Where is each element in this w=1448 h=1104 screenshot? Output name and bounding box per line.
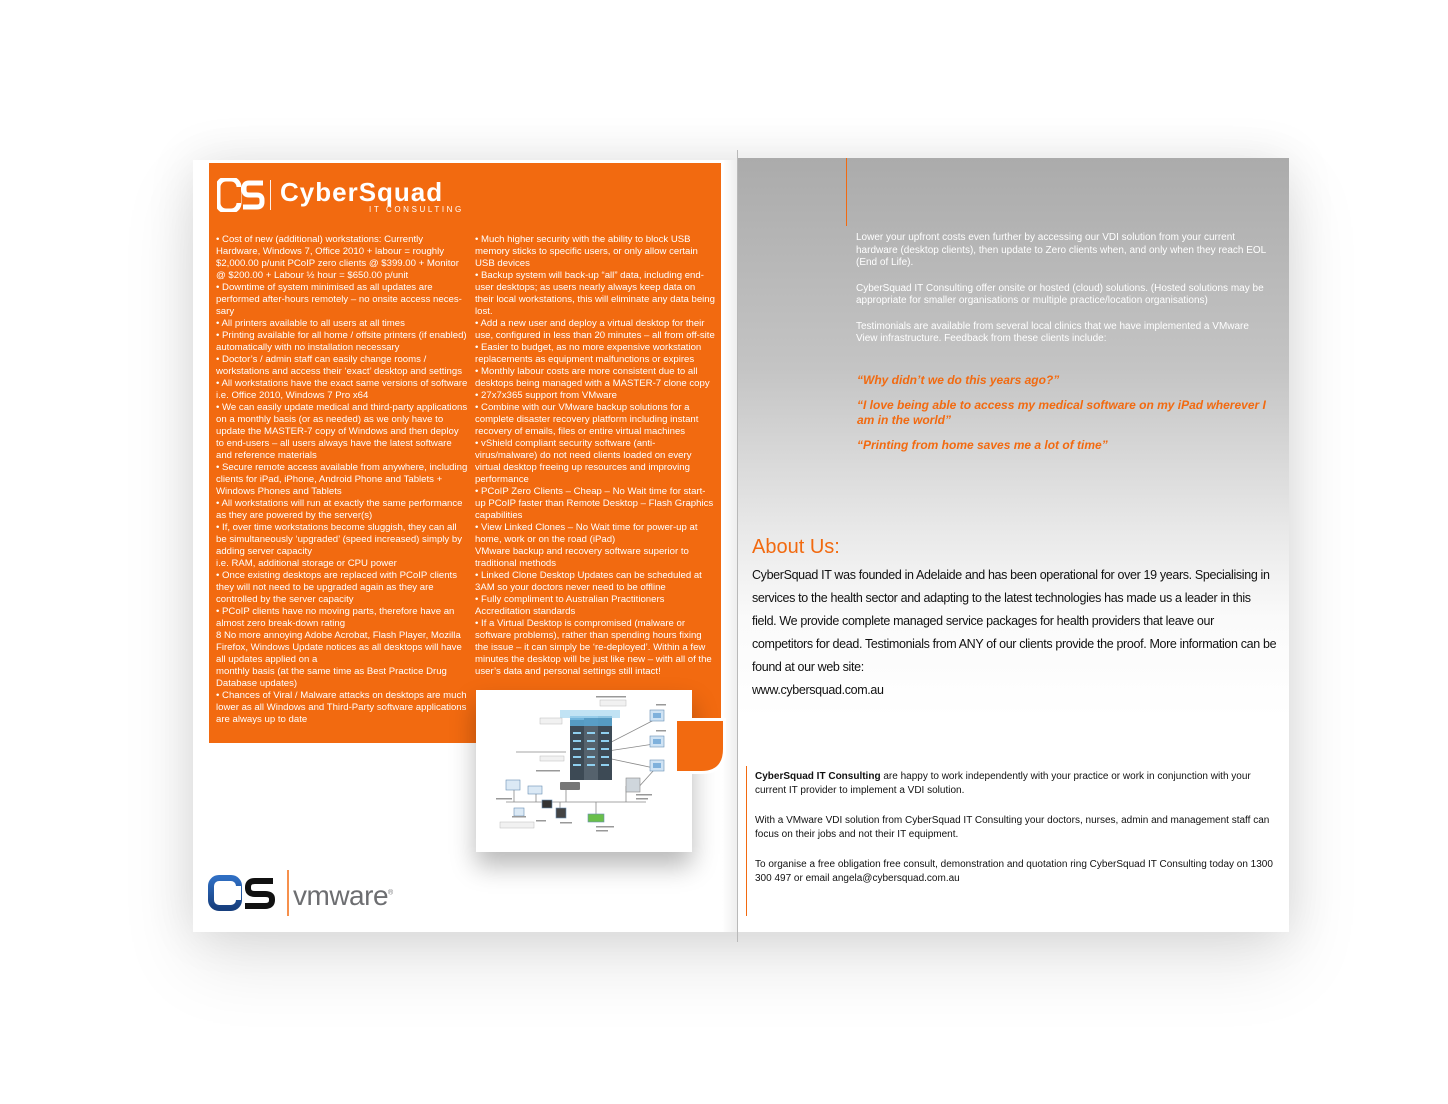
intro-paragraph: Testimonials are available from several local clinics that we have implemented a VMware View infrastructure. Feedback from these clients include: bbox=[856, 320, 1249, 344]
feature-item: • Much higher security with the ability to block USB memory sticks to specific users, or only allow certain USB devices bbox=[475, 234, 698, 269]
feature-item: • We can easily update medical and third-party applications on a monthly basis (or as needed) as we only have to update the MASTER-7 copy of Windows and then deploy to end-users – all users always have the latest software and reference materials bbox=[216, 402, 468, 461]
about-body bbox=[752, 564, 1277, 702]
feature-item: • If a Virtual Desktop is compromised (malware or software problems), rather than spending hours fixing the issue – it can simply be ‘re-deployed’. Within a few minutes the desktop will be just like new – with all of the user’s data and personal settings still intact! bbox=[475, 618, 712, 677]
testimonial-quote: “Printing from home saves me a lot of time” bbox=[857, 438, 1108, 452]
feature-item: • Linked Clone Desktop Updates can be scheduled at 3AM so your doctors never need to be offline bbox=[475, 570, 702, 593]
feature-item: • Combine with our VMware backup solutions for a complete disaster recovery platform including instant recovery of emails, files or entire virtual machines bbox=[475, 402, 699, 437]
feature-item: • Fully compliment to Australian Practitioners Accreditation standards bbox=[475, 594, 665, 617]
feature-item: • Printing available for all home / offsite printers (if enabled) automatically with no installation necessary bbox=[216, 330, 467, 353]
intro-paragraph: Lower your upfront costs even further by accessing our VDI solution from your current hardware (desktop clients), then update to Zero clients when, and only when they reach EOL (End of Life). bbox=[856, 232, 1266, 268]
orange-accent-line bbox=[846, 158, 847, 226]
feature-item: • vShield compliant security software (anti-virus/malware) do not need clients loaded on every virtual desktop freeing up resources and improving performance bbox=[475, 438, 692, 485]
intro-paragraph: CyberSquad IT Consulting offer onsite or hosted (cloud) solutions. (Hosted solutions may be appropriate for smaller organisations or multiple practice/location organisations) bbox=[856, 282, 1264, 306]
feature-item: • Once existing desktops are replaced with PCoIP clients they will not need to be upgraded again as they are controlled by the server capacity bbox=[216, 570, 458, 605]
feature-item: • Chances of Viral / Malware attacks on desktops are much lower as all Windows and Third-Party software applications are always up to date bbox=[216, 690, 467, 725]
website-link[interactable]: www.cybersquad.com.au bbox=[752, 683, 884, 697]
feature-item: • Downtime of system minimised as all updates are performed after-hours remotely – no onsite access neces-sary bbox=[216, 282, 462, 317]
contact-paragraph bbox=[755, 770, 1275, 798]
vmware-registered-mark: ® bbox=[388, 889, 393, 897]
feature-item: • PCoIP Zero Clients – Cheap – No Wait time for start-up PCoIP faster than Remote Desktop – Flash Graphics capabilities bbox=[475, 486, 714, 521]
contact-text: are happy to work independently with your practice or work in conjunction with your current IT provider to implement a VDI solution. bbox=[755, 771, 1251, 796]
company-name: CyberSquad IT Consulting bbox=[755, 771, 881, 782]
contact-section bbox=[755, 770, 1275, 902]
cs-logo-mark-icon bbox=[217, 178, 265, 212]
network-diagram-icon bbox=[476, 690, 692, 852]
feature-item: • Cost of new (additional) workstations: Currently Hardware, Windows 7, Office 2010 + labour = roughly $2,000.00 p/unit PCoIP zero clients @ $399.00 + Monitor @ $200.00 + Labour ½ hour = $650.00 p/unit bbox=[216, 234, 459, 281]
feature-item: • Secure remote access available from anywhere, including clients for iPad, iPhone, Android Phone and Tablets + Windows Phones and Tablets bbox=[216, 462, 468, 497]
feature-item: • All workstations have the exact same versions of software i.e. Office 2010, Windows 7 Pro x64 bbox=[216, 378, 468, 401]
page-spine bbox=[737, 150, 738, 942]
feature-item: 8 No more annoying Adobe Acrobat, Flash Player, Mozilla Firefox, Windows Update notices as all desktops will have all updates applied on a bbox=[216, 630, 462, 665]
feature-item: • Monthly labour costs are more consistent due to all desktops being managed with a MASTER-7 clone copy bbox=[475, 366, 710, 389]
about-text: CyberSquad IT was founded in Adelaide and has been operational for over 19 years. Specialising in services to the health sector and adapting to the latest technologies has made us a leader in this field. We provide complete managed service packages for health providers that leave our competitors for dead. Testimonials from ANY of our clients provide the proof. More information can be found at our web site: bbox=[752, 568, 1277, 674]
features-column-left bbox=[216, 234, 469, 726]
intro-text bbox=[856, 232, 1268, 359]
feature-item: • If, over time workstations become sluggish, they can all be simultaneously ‘upgraded’ (speed increased) simply by adding server capacity bbox=[216, 522, 463, 557]
orange-accent-line bbox=[746, 766, 747, 916]
brand-tagline: IT CONSULTING bbox=[369, 205, 464, 214]
feature-item: • Backup system will back-up “all” data, including end-user desktops; as users nearly always keep data on their local workstations, this will eliminate any data being lost. bbox=[475, 270, 715, 317]
testimonial-quote: “Why didn’t we do this years ago?” bbox=[857, 373, 1060, 387]
spine-shadow bbox=[722, 160, 738, 932]
feature-item: • Add a new user and deploy a virtual desktop for their use, configured in less than 20 minutes – all from off-site bbox=[475, 318, 715, 341]
vdi-network-diagram bbox=[476, 690, 692, 852]
about-heading: About Us: bbox=[752, 536, 840, 558]
feature-item: VMware backup and recovery software superior to traditional methods bbox=[475, 546, 689, 569]
feature-item: • All printers available to all users at all times bbox=[216, 318, 405, 329]
testimonial-quote: “I love being able to access my medical software on my iPad wherever I am in the world” bbox=[857, 398, 1266, 427]
logo-divider bbox=[270, 180, 271, 210]
vmware-name: vmware bbox=[293, 880, 389, 911]
feature-item: • View Linked Clones – No Wait time for power-up at home, work or on the road (iPad) bbox=[475, 522, 698, 545]
feature-item: • Doctor’s / admin staff can easily change rooms / workstations and access their ‘exact’ desktop and settings bbox=[216, 354, 463, 377]
orange-corner-tab-icon bbox=[674, 718, 726, 776]
contact-paragraph: With a VMware VDI solution from CyberSquad IT Consulting your doctors, nurses, admin and management staff can focus on their jobs and not their IT equipment. bbox=[755, 815, 1270, 840]
brand-name: CyberSquad bbox=[280, 177, 444, 207]
feature-item: • 27x7x365 support from VMware bbox=[475, 390, 617, 401]
features-column-right bbox=[475, 234, 715, 678]
vmware-wordmark bbox=[293, 880, 393, 912]
feature-item: i.e. RAM, additional storage or CPU power bbox=[216, 558, 397, 569]
feature-item: • All workstations will run at exactly the same performance as they are powered by the server(s) bbox=[216, 498, 463, 521]
contact-paragraph: To organise a free obligation free consult, demonstration and quotation ring CyberSquad IT Consulting today on 1300 300 497 or email angela@cybersquad.com.au bbox=[755, 859, 1273, 884]
feature-item: • PCoIP clients have no moving parts, therefore have an almost zero break-down rating bbox=[216, 606, 455, 629]
feature-item: • Easier to budget, as no more expensive workstation replacements as equipment malfunctions or expires bbox=[475, 342, 702, 365]
feature-item: monthly basis (at the same time as Best Practice Drug Database updates) bbox=[216, 666, 447, 689]
